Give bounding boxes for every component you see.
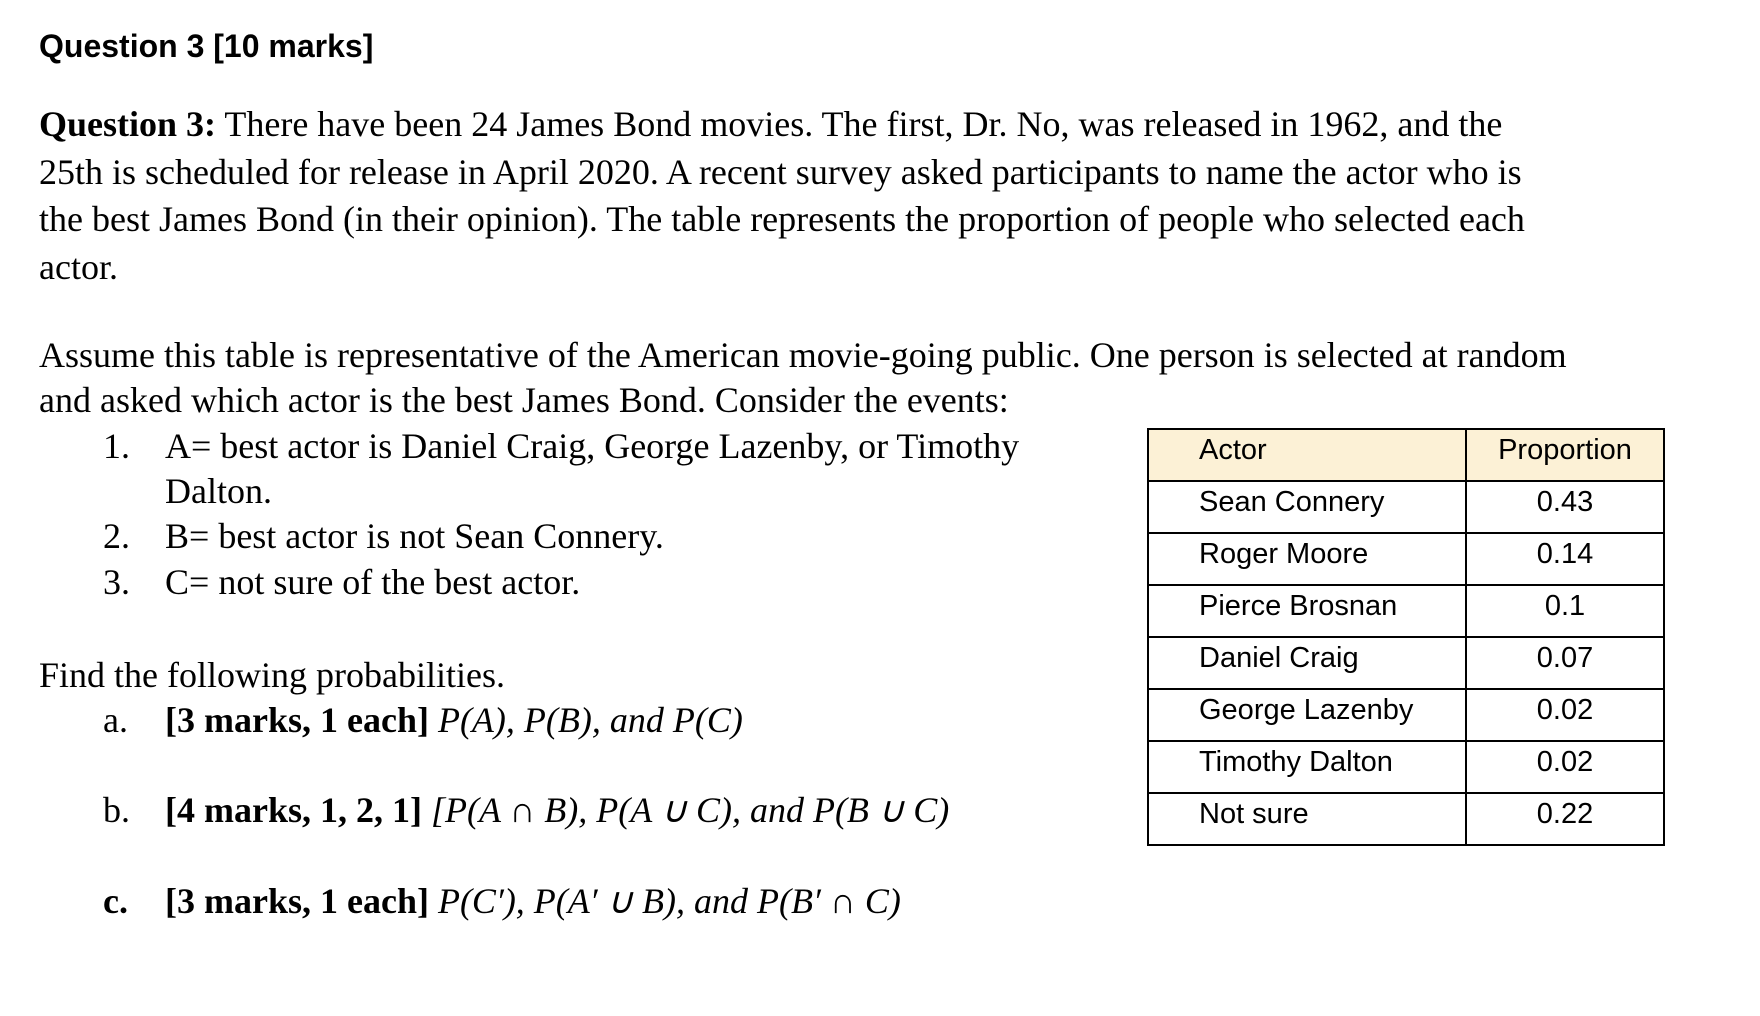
table-row <box>1148 689 1664 741</box>
event-a-cont: Dalton. <box>165 471 272 511</box>
table-header-row <box>1148 429 1664 481</box>
intro-line: 25th is scheduled for release in April 2020. A recent survey asked participants to name the actor who is <box>39 152 1522 192</box>
actor-cell: George Lazenby <box>1148 689 1466 741</box>
event-a: A= best actor is Daniel Craig, George Lazenby, or Timothy <box>165 426 1020 466</box>
header-proportion: Proportion <box>1466 429 1664 481</box>
actor-cell: Pierce Brosnan <box>1148 585 1466 637</box>
actor-cell: Timothy Dalton <box>1148 741 1466 793</box>
find-instruction: Find the following probabilities. <box>39 655 505 695</box>
part-b-letter: b. <box>103 790 130 830</box>
table-row <box>1148 793 1664 845</box>
table-row <box>1148 533 1664 585</box>
table-row <box>1148 585 1664 637</box>
part-b-marks: [4 marks, 1, 2, 1] <box>165 790 422 830</box>
actor-cell: Not sure <box>1148 793 1466 845</box>
actor-cell: Sean Connery <box>1148 481 1466 533</box>
part-a-letter: a. <box>103 700 128 740</box>
table-row <box>1148 741 1664 793</box>
proportion-cell: 0.02 <box>1466 689 1664 741</box>
event-c: C= not sure of the best actor. <box>165 562 581 602</box>
intro-line: actor. <box>39 247 118 287</box>
proportion-cell: 0.1 <box>1466 585 1664 637</box>
event-number: 2. <box>103 516 130 556</box>
actor-cell: Roger Moore <box>1148 533 1466 585</box>
part-a <box>165 700 743 740</box>
actor-cell: Daniel Craig <box>1148 637 1466 689</box>
proportion-cell: 0.14 <box>1466 533 1664 585</box>
event-number: 1. <box>103 426 130 466</box>
proportion-cell: 0.02 <box>1466 741 1664 793</box>
event-b: B= best actor is not Sean Connery. <box>165 516 664 556</box>
part-b <box>165 790 949 830</box>
intro-label: Question 3: <box>39 104 217 144</box>
part-c-letter: c. <box>103 881 128 921</box>
question-heading: Question 3 [10 marks] <box>39 28 374 64</box>
part-a-expr: P(A), P(B), and P(C) <box>437 700 743 740</box>
proportion-cell: 0.07 <box>1466 637 1664 689</box>
intro-line: the best James Bond (in their opinion). The table represents the proportion of people who selected each <box>39 199 1525 239</box>
assume-line: Assume this table is representative of the American movie-going public. One person is selected at random <box>39 335 1567 375</box>
part-b-expr: [P(A ∩ B), P(A ∪ C), and P(B ∪ C) <box>430 790 950 830</box>
assume-line: and asked which actor is the best James Bond. Consider the events: <box>39 380 1009 420</box>
intro-text: There have been 24 James Bond movies. The first, Dr. No, was released in 1962, and the <box>216 104 1503 144</box>
table-row <box>1148 637 1664 689</box>
proportion-cell: 0.43 <box>1466 481 1664 533</box>
part-c <box>165 881 901 921</box>
header-actor: Actor <box>1148 429 1466 481</box>
part-c-marks: [3 marks, 1 each] <box>165 881 429 921</box>
proportion-cell: 0.22 <box>1466 793 1664 845</box>
part-a-marks: [3 marks, 1 each] <box>165 700 429 740</box>
intro-line <box>39 104 1502 144</box>
part-c-expr: P(C′), P(A′ ∪ B), and P(B′ ∩ C) <box>437 881 901 921</box>
actor-proportion-table <box>1147 428 1665 846</box>
event-number: 3. <box>103 562 130 602</box>
table-row <box>1148 481 1664 533</box>
